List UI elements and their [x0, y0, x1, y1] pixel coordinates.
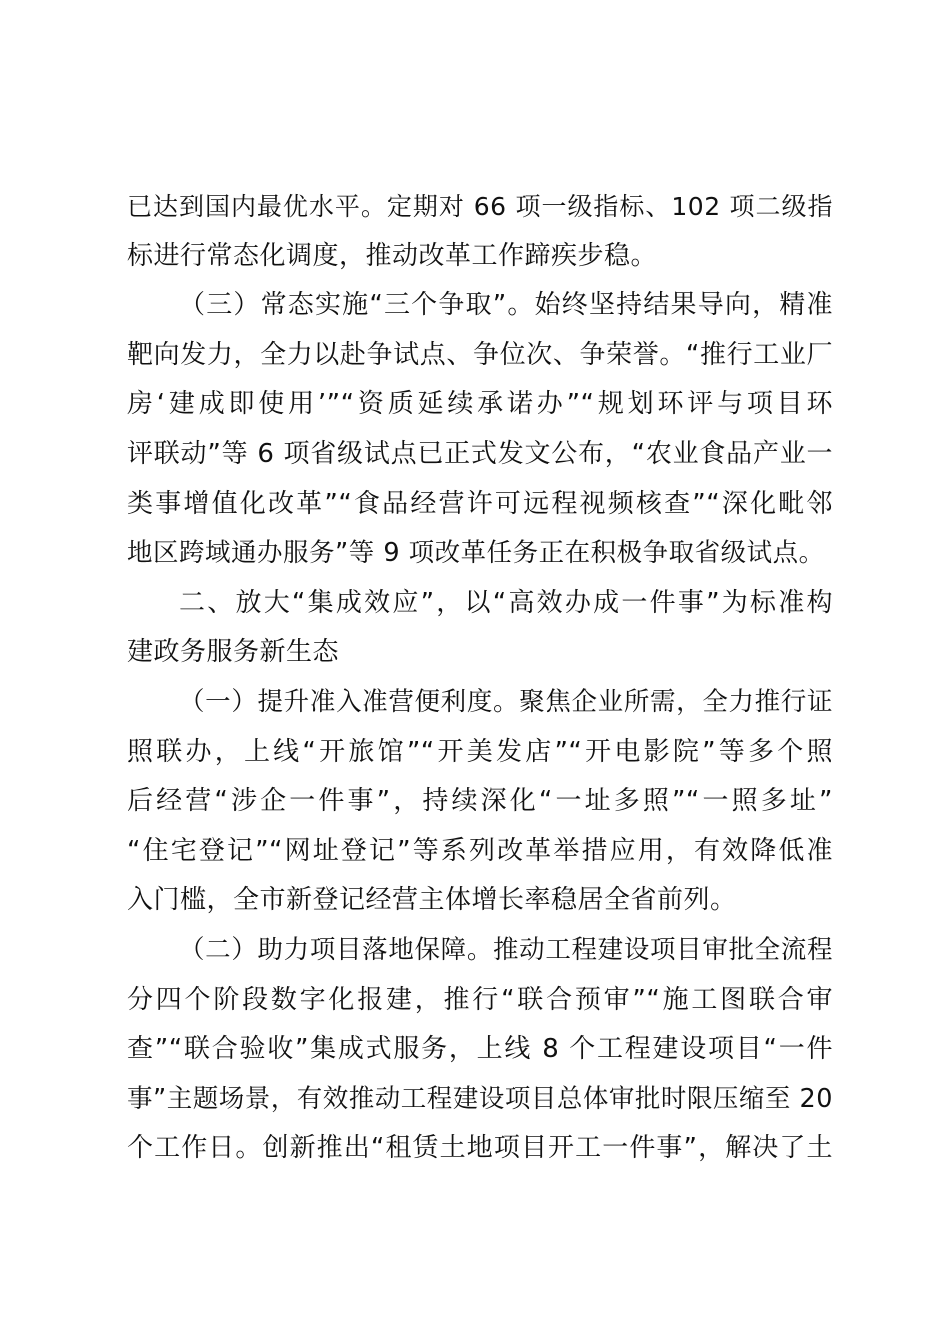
text-line: “住宅登记”“网址登记”等系列改革举措应用，有效降低准 — [127, 835, 833, 866]
text-line: 地区跨域通办服务”等 9 项改革任务正在积极争取省级试点。 — [127, 538, 825, 569]
text-line: 事”主题场景，有效推动工程建设项目总体审批时限压缩至 20 — [127, 1083, 833, 1114]
text-line: 房‘建成即使用’”“资质延续承诺办”“规划环评与项目环 — [127, 389, 833, 420]
text-line: 入门槛，全市新登记经营主体增长率稳居全省前列。 — [127, 885, 737, 916]
document-body — [127, 182, 833, 1174]
text-line: 标进行常态化调度，推动改革工作蹄疾步稳。 — [127, 240, 658, 271]
text-line: 照联办，上线“开旅馆”“开美发店”“开电影院”等多个照 — [127, 736, 833, 767]
text-line: 已达到国内最优水平。定期对 66 项一级指标、102 项二级指 — [127, 192, 833, 221]
text-line: 后经营“涉企一件事”，持续深化“一址多照”“一照多址” — [127, 786, 833, 817]
section-heading-line: （一）提升准入准营便利度。聚焦企业所需，全力推行证 — [179, 686, 833, 717]
section-heading-line: （三）常态实施“三个争取”。始终坚持结果导向，精准 — [179, 290, 833, 321]
section-heading-line: （二）助力项目落地保障。推动工程建设项目审批全流程 — [179, 934, 833, 965]
text-line: 分四个阶段数字化报建，推行“联合预审”“施工图联合审 — [127, 984, 833, 1015]
text-line: 个工作日。创新推出“租赁土地项目开工一件事”，解决了土 — [127, 1133, 833, 1164]
chapter-heading-line: 建政务服务新生态 — [127, 637, 340, 668]
text-line: 评联动”等 6 项省级试点已正式发文公布，“农业食品产业一 — [127, 438, 833, 469]
text-line: 靶向发力，全力以赴争试点、争位次、争荣誉。“推行工业厂 — [127, 339, 833, 370]
chapter-heading-line: 二、放大“集成效应”，以“高效办成一件事”为标准构 — [179, 587, 833, 618]
text-line: 类事增值化改革”“食品经营许可远程视频核查”“深化毗邻 — [127, 488, 833, 519]
text-line: 查”“联合验收”集成式服务，上线 8 个工程建设项目“一件 — [127, 1034, 833, 1065]
